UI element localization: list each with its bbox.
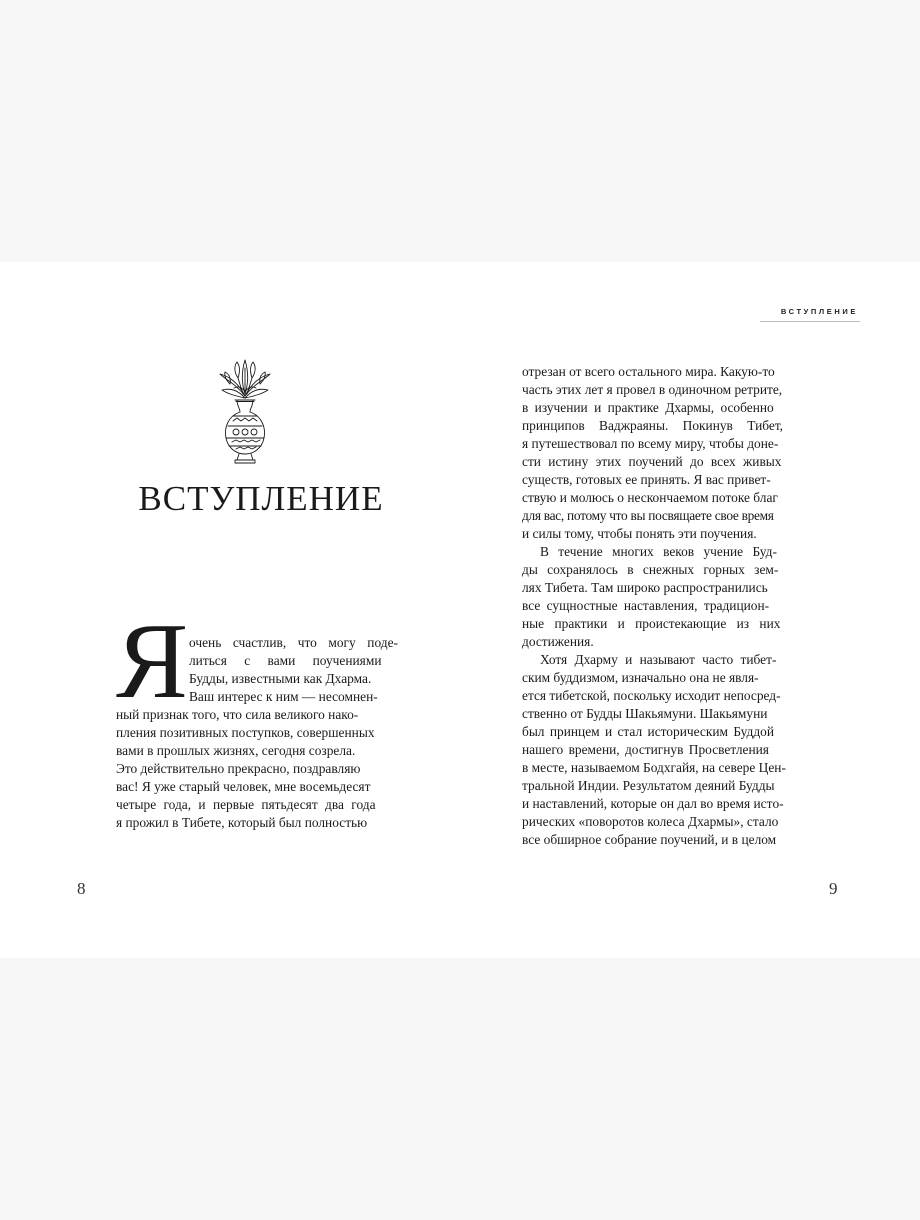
text-line: ствую и молюсь о нескончаемом потоке благ [522, 490, 778, 505]
text-line: лях Тибета. Там широко распространились [522, 580, 768, 595]
text-line: ским буддизмом, изначально она не явля- [522, 670, 759, 685]
text-line: достижения. [522, 634, 594, 649]
text-line: тральной Индии. Результатом деяний Будды [522, 778, 775, 793]
running-head-rule [760, 321, 860, 322]
page-number: 9 [829, 879, 838, 898]
chapter-title: ВСТУПЛЕНИЕ [138, 479, 384, 518]
text-line: ственно от Будды Шакьямуни. Шакьямуни [522, 706, 768, 721]
text-line: все сущностные наставления, традицион- [522, 598, 770, 613]
text-line: принципов Ваджраяны. Покинув Тибет, [522, 418, 784, 433]
vase-with-lotus-icon [216, 354, 274, 470]
text-line: очень счастлив, что могу поде- [189, 635, 398, 650]
text-line: все обширное собрание поучений, и в целом [522, 832, 777, 847]
text-line: В течение многих веков учение Буд- [540, 544, 777, 559]
text-line: был принцем и стал историческим Буддой [522, 724, 775, 739]
text-line: для вас, потому что вы посвящаете свое время [522, 508, 774, 523]
text-line: Это действительно прекрасно, поздравляю [116, 761, 361, 776]
text-line: ные практики и проистекающие из них [522, 616, 781, 631]
text-line: рических «поворотов колеса Дхармы», стало [522, 814, 779, 829]
text-line: нашего времени, достигнув Просветления [522, 742, 769, 757]
text-line: ды сохранялось в снежных горных зем- [522, 562, 779, 577]
text-line: вами в прошлых жизнях, сегодня созрела. [116, 743, 356, 758]
text-line: вас! Я уже старый человек, мне восемьдесят [116, 779, 371, 794]
background-top-band [0, 0, 920, 262]
text-line: я путешествовал по всему миру, чтобы доне- [522, 436, 779, 451]
text-line: пления позитивных поступков, совершенных [116, 725, 375, 740]
text-line: я прожил в Тибете, который был полностью [116, 815, 368, 830]
background-bottom-band [0, 958, 920, 1220]
running-head: ВСТУПЛЕНИЕ [780, 307, 858, 316]
text-line: сти истину этих поучений до всех живых [522, 454, 782, 469]
text-line: Будды, известными как Дхарма. [189, 671, 372, 686]
text-line: в месте, называемом Бодхгайя, на севере Цен- [522, 760, 786, 775]
drop-cap: Я [116, 602, 189, 721]
text-line: отрезан от всего остального мира. Какую-то [522, 364, 775, 379]
text-line: в изучении и практике Дхармы, особенно [522, 400, 774, 415]
text-line: Ваш интерес к ним — несомнен- [189, 689, 378, 704]
text-line: четыре года, и первые пятьдесят два года [116, 797, 376, 812]
text-line: существ, готовых ее принять. Я вас привет- [522, 472, 771, 487]
text-line: и наставлений, которые он дал во время истo- [522, 796, 784, 811]
text-line: литься с вами поучениями [189, 653, 382, 668]
text-line: ется тибетской, поскольку исходит непосред- [522, 688, 781, 703]
text-line: и силы тому, чтобы понять эти поучения. [522, 526, 757, 541]
text-line: часть этих лет я провел в одиночном ретрите, [522, 382, 783, 397]
page-number: 8 [77, 879, 86, 898]
text-line: ный признак того, что сила великого нако- [116, 707, 359, 722]
text-line: Хотя Дхарму и называют часто тибет- [540, 652, 777, 667]
